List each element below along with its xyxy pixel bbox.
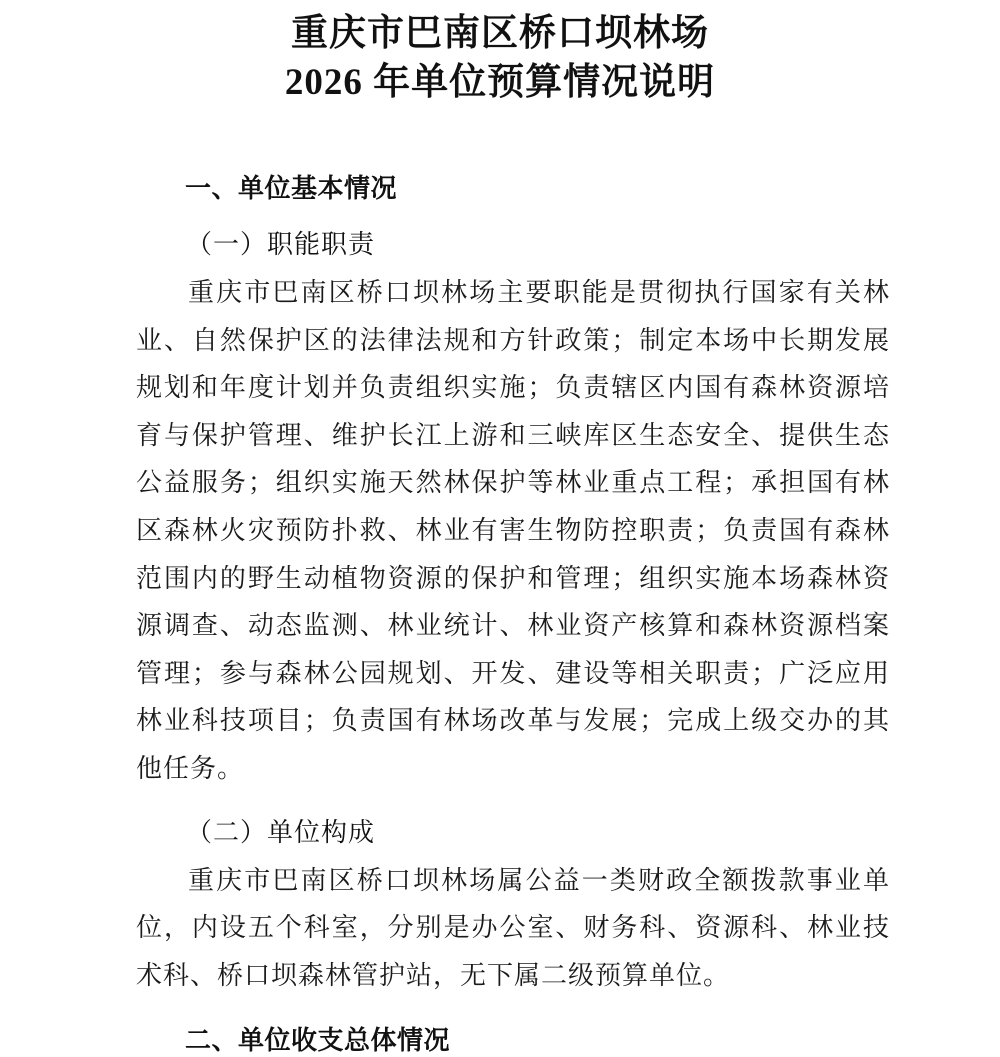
document-body [136, 171, 890, 1057]
document-title-line-1: 重庆市巴南区桥口坝林场 [291, 13, 709, 54]
document-title-line-2: 2026 年单位预算情况说明 [284, 62, 716, 103]
subsection-heading-functions: （一）职能职责 [186, 230, 376, 259]
document-title [0, 0, 1000, 107]
paragraph-composition: 重庆市巴南区桥口坝林场属公益一类财政全额拨款事业单位，内设五个科室，分别是办公室、财务科、资源科、林业技术科、桥口坝森林管护站，无下属二级预算单位。 [136, 865, 890, 990]
section-heading-basic-info: 一、单位基本情况 [185, 173, 398, 203]
paragraph-functions: 重庆市巴南区桥口坝林场主要职能是贯彻执行国家有关林业、自然保护区的法律法规和方针政策；制定本场中长期发展规划和年度计划并负责组织实施；负责辖区内国有森林资源培育与保护管理、维护长江上游和三峡库区生态安全、提供生态公益服务；组织实施天然林保护等林业重点工程；承担国有林区森林火灾预防扑救、林业有害生物防控职责；负责国有森林范围内的野生动植物资源的保护和管理；组织实施本场森林资源调查、动态监测、林业统计、林业资产核算和森林资源档案管理；参与森林公园规划、开发、建设等相关职责；广泛应用林业科技项目；负责国有林场改革与发展；完成上级交办的其他任务。 [136, 278, 890, 783]
subsection-heading-composition: （二）单位构成 [186, 817, 376, 847]
section-heading-revenue-expenditure: 二、单位收支总体情况 [185, 1025, 451, 1056]
